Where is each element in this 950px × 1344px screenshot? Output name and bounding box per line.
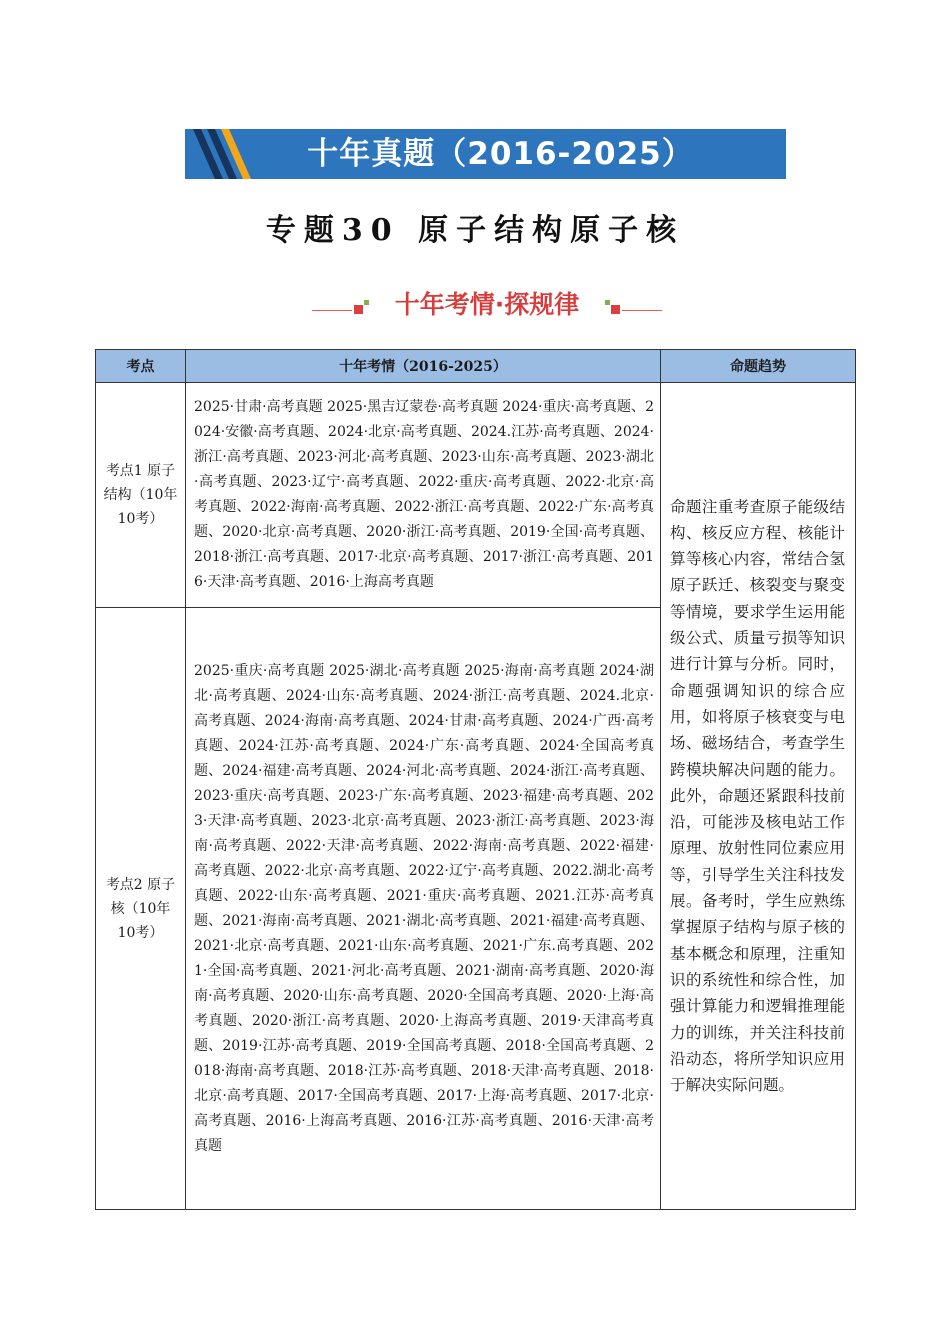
- title-banner: [185, 129, 786, 179]
- exam-table: [95, 349, 856, 1210]
- header-point: 考点: [96, 350, 186, 383]
- table-row: [96, 383, 856, 608]
- document-title: 专题30 原子结构原子核: [265, 213, 685, 248]
- heading-square-right: [611, 305, 620, 314]
- header-trend: 命题趋势: [661, 350, 856, 383]
- banner-title: 十年真题（2016-2025）: [307, 136, 694, 172]
- heading-line-right: [622, 310, 662, 311]
- header-years: 十年考情（2016-2025）: [186, 350, 661, 383]
- point-cell: 考点1 原子结构（10年10考）: [96, 383, 186, 608]
- table-header-row: [96, 350, 856, 383]
- years-cell: 2025·甘肃·高考真题 2025·黑吉辽蒙卷·高考真题 2024·重庆·高考真题、2024·安徽·高考真题、2024·北京·高考真题、2024.江苏·高考真题、2024·浙江·高考真题、2023·河北·高考真题、2023·山东·高考真题、2023·湖北·高考真题、2023·辽宁·高考真题、2022·重庆·高考真题、2022·北京·高考真题、2022·海南·高考真题、2022·浙江·高考真题、2022·广东·高考真题、2020·北京·高考真题、2020·浙江·高考真题、2019·全国·高考真题、2018·浙江·高考真题、2017·北京·高考真题、2017·浙江·高考真题、2016·天津·高考真题、2016·上海高考真题: [186, 383, 661, 608]
- section-heading: [312, 283, 662, 323]
- heading-square-right-small: [605, 300, 610, 305]
- point-cell: 考点2 原子核（10年10考）: [96, 608, 186, 1210]
- trend-cell: 命题注重考查原子能级结构、核反应方程、核能计算等核心内容，常结合氢原子跃迁、核裂变与聚变等情境，要求学生运用能级公式、质量亏损等知识进行计算与分析。同时，命题强调知识的综合应用，如将原子核衰变与电场、磁场结合，考查学生跨模块解决问题的能力。此外，命题还紧跟科技前沿，可能涉及核电站工作原理、放射性同位素应用等，引导学生关注科技发展。备考时，学生应熟练掌握原子结构与原子核的基本概念和原理，注重知识的系统性和综合性，加强计算能力和逻辑推理能力的训练，并关注科技前沿动态，将所学知识应用于解决实际问题。: [661, 383, 856, 1210]
- section-heading-label: 十年考情·探规律: [394, 290, 580, 319]
- years-cell: 2025·重庆·高考真题 2025·湖北·高考真题 2025·海南·高考真题 2024·湖北·高考真题、2024·山东·高考真题、2024·浙江·高考真题、2024.北京·高考真题、2024·海南·高考真题、2024·甘肃·高考真题、2024·广西·高考真题、2024·江苏·高考真题、2024·广东·高考真题、2024·全国高考真题、2024·福建·高考真题、2024·河北·高考真题、2024·浙江·高考真题、2023·重庆·高考真题、2023·广东·高考真题、2023·福建·高考真题、2023·天津·高考真题、2023·北京·高考真题、2023·浙江·高考真题、2023·海南·高考真题、2022·天津·高考真题、2022·海南·高考真题、2022·福建·高考真题、2022·北京·高考真题、2022·辽宁·高考真题、2022.湖北·高考真题、2022·山东·高考真题、2021·重庆·高考真题、2021.江苏·高考真题、2021·海南·高考真题、2021·湖北·高考真题、2021·福建·高考真题、2021·北京·高考真题、2021·山东·高考真题、2021·广东.高考真题、2021·全国·高考真题、2021·河北·高考真题、2021·湖南·高考真题、2020·海南·高考真题、2020·山东·高考真题、2020·全国高考真题、2020·上海·高考真题、2020·浙江·高考真题、2020·上海高考真题、2019·天津高考真题、2019·江苏·高考真题、2019·全国高考真题、2018·全国高考真题、2018·海南·高考真题、2018·江苏·高考真题、2018·天津·高考真题、2018·北京·高考真题、2017·全国高考真题、2017·上海·高考真题、2017·北京·高考真题、2016·上海高考真题、2016·江苏·高考真题、2016·天津·高考真题: [186, 608, 661, 1210]
